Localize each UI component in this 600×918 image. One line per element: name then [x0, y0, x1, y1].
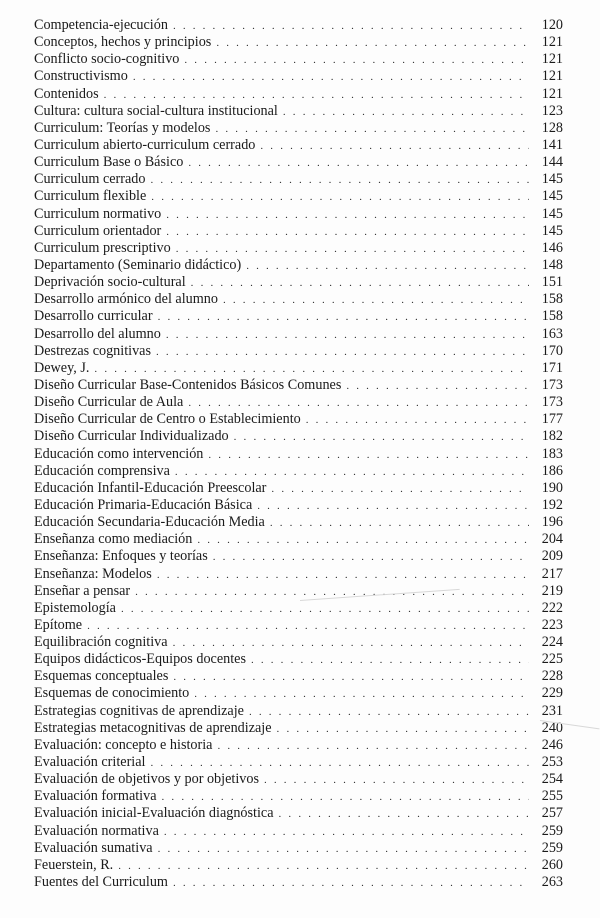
index-entry — [34, 240, 563, 257]
index-term: Contenidos — [34, 85, 99, 102]
dot-leader — [249, 706, 529, 718]
dot-leader — [215, 123, 529, 135]
index-term: Epítome — [34, 616, 83, 633]
index-page-number: 254 — [541, 771, 563, 788]
index-entry — [34, 377, 563, 394]
index-entry — [34, 497, 563, 514]
index-term: Curriculum flexible — [34, 188, 147, 205]
index-entry — [34, 51, 563, 68]
dot-leader — [173, 877, 529, 889]
index-page-number: 151 — [541, 274, 563, 291]
index-term: Evaluación: concepto e historia — [34, 736, 213, 753]
dot-leader — [213, 551, 529, 563]
index-entry — [34, 771, 563, 788]
index-term: Desarrollo curricular — [34, 308, 153, 325]
dot-leader — [264, 774, 529, 786]
index-term: Educación Secundaria-Educación Media — [34, 514, 265, 531]
index-term: Estrategias cognitivas de aprendizaje — [34, 702, 244, 719]
index-term: Diseño Curricular Base-Contenidos Básicos Comunes — [34, 376, 342, 393]
index-term: Diseño Curricular de Centro o Establecimiento — [34, 411, 301, 428]
index-term: Educación como intervención — [34, 445, 204, 462]
index-entry — [34, 154, 563, 171]
index-entry — [34, 788, 563, 805]
dot-leader — [346, 380, 529, 392]
index-term: Esquemas conceptuales — [34, 668, 169, 685]
index-term: Evaluación inicial-Evaluación diagnóstica — [34, 805, 274, 822]
index-page-number: 121 — [541, 51, 563, 68]
index-page-number: 121 — [541, 68, 563, 85]
index-entry — [34, 103, 563, 120]
index-page-number: 253 — [541, 754, 563, 771]
dot-leader — [158, 311, 529, 323]
index-term: Estrategias metacognitivas de aprendizaje — [34, 719, 272, 736]
index-term: Diseño Curricular de Aula — [34, 394, 184, 411]
dot-leader — [279, 808, 529, 820]
index-page-number: 209 — [541, 548, 563, 565]
dot-leader — [104, 89, 529, 101]
index-page-number: 183 — [541, 445, 563, 462]
index-page-number: 158 — [541, 291, 563, 308]
index-page-number: 246 — [541, 736, 563, 753]
index-page-number: 145 — [541, 188, 563, 205]
index-page-number: 217 — [541, 565, 563, 582]
index-entry — [34, 428, 563, 445]
index-page-number: 146 — [541, 239, 563, 256]
index-page-number: 170 — [541, 342, 563, 359]
index-term: Enseñanza: Enfoques y teorías — [34, 548, 208, 565]
dot-leader — [184, 54, 529, 66]
dot-leader — [150, 757, 529, 769]
dot-leader — [194, 688, 529, 700]
index-entry — [34, 394, 563, 411]
index-entry — [34, 651, 563, 668]
dot-leader — [234, 431, 529, 443]
dot-leader — [270, 517, 529, 529]
dot-leader — [188, 157, 529, 169]
dot-leader — [150, 174, 529, 186]
index-page-number: 158 — [541, 308, 563, 325]
dot-leader — [173, 637, 529, 649]
index-page-number: 263 — [541, 874, 563, 891]
index-page-number: 123 — [541, 102, 563, 119]
dot-leader — [151, 191, 529, 203]
index-page-number: 171 — [541, 359, 563, 376]
index-term: Curriculum: Teorías y modelos — [34, 119, 211, 136]
index-term: Cultura: cultura social-cultura institucional — [34, 102, 278, 119]
index-entry — [34, 120, 563, 137]
index-entry — [34, 360, 563, 377]
index-term: Constructivismo — [34, 68, 128, 85]
dot-leader — [166, 329, 529, 341]
dot-leader — [158, 843, 529, 855]
dot-leader — [157, 569, 529, 581]
index-term: Equilibración cognitiva — [34, 634, 168, 651]
dot-leader — [208, 449, 529, 461]
index-term: Feuerstein, R. — [34, 856, 114, 873]
index-page-number: 229 — [541, 685, 563, 702]
index-page-number: 128 — [541, 119, 563, 136]
index-term: Dewey, J. — [34, 359, 90, 376]
index-page-number: 231 — [541, 702, 563, 719]
index-entry — [34, 343, 563, 360]
index-page-number: 222 — [541, 599, 563, 616]
index-term: Curriculum prescriptivo — [34, 239, 171, 256]
dot-leader — [94, 363, 529, 375]
index-page-number: 255 — [541, 788, 563, 805]
index-entry — [34, 840, 563, 857]
index-entry — [34, 188, 563, 205]
dot-leader — [217, 740, 529, 752]
index-entry — [34, 754, 563, 771]
index-page-number: 121 — [541, 34, 563, 51]
index-entry — [34, 86, 563, 103]
index-term: Deprivación socio-cultural — [34, 274, 186, 291]
dot-leader — [166, 226, 529, 238]
dot-leader — [251, 654, 529, 666]
dot-leader — [260, 140, 529, 152]
index-entry — [34, 274, 563, 291]
dot-leader — [246, 260, 529, 272]
index-entry — [34, 326, 563, 343]
index-term: Evaluación sumativa — [34, 839, 153, 856]
index-entry — [34, 257, 563, 274]
index-term: Educación comprensiva — [34, 462, 170, 479]
dot-leader — [176, 243, 529, 255]
index-entry — [34, 171, 563, 188]
index-entry — [34, 823, 563, 840]
index-term: Competencia-ejecución — [34, 17, 168, 33]
index-page-number: 173 — [541, 376, 563, 393]
index-page-number: 121 — [541, 85, 563, 102]
index-entry — [34, 685, 563, 702]
dot-leader — [118, 860, 529, 872]
index-term: Fuentes del Curriculum — [34, 874, 168, 891]
dot-leader — [283, 106, 529, 118]
index-entry — [34, 411, 563, 428]
index-page-number: 259 — [541, 839, 563, 856]
index-term: Curriculum cerrado — [34, 171, 146, 188]
index-page-number: 144 — [541, 154, 563, 171]
index-entry — [34, 137, 563, 154]
index-entry — [34, 566, 563, 583]
index-entry — [34, 223, 563, 240]
index-term: Enseñar a pensar — [34, 582, 131, 599]
index-entry — [34, 583, 563, 600]
index-page-number: 260 — [541, 856, 563, 873]
dot-leader — [197, 534, 529, 546]
dot-leader — [135, 586, 529, 598]
index-entry — [34, 617, 563, 634]
index-page-number: 225 — [541, 651, 563, 668]
dot-leader — [173, 671, 529, 683]
dot-leader — [156, 346, 529, 358]
index-entry — [34, 291, 563, 308]
dot-leader — [166, 209, 529, 221]
index-page-number: 224 — [541, 634, 563, 651]
index-page-number: 182 — [541, 428, 563, 445]
index-page-number: 192 — [541, 496, 563, 513]
index-entry — [34, 857, 563, 874]
index-term: Evaluación normativa — [34, 822, 159, 839]
index-page-number: 204 — [541, 531, 563, 548]
index-term: Equipos didácticos-Equipos docentes — [34, 651, 246, 668]
index-entry — [34, 514, 563, 531]
index-term: Evaluación criterial — [34, 754, 146, 771]
dot-leader — [191, 277, 529, 289]
index-page-number: 259 — [541, 822, 563, 839]
index-term: Curriculum Base o Básico — [34, 154, 184, 171]
index-page-number: 190 — [541, 479, 563, 496]
dot-leader — [121, 603, 529, 615]
index-page-number: 163 — [541, 325, 563, 342]
index-entry — [34, 805, 563, 822]
index-entry — [34, 34, 563, 51]
index-page-number: 141 — [541, 136, 563, 153]
index-entry — [34, 720, 563, 737]
index-term: Evaluación formativa — [34, 788, 157, 805]
index-page-number: 148 — [541, 256, 563, 273]
dot-leader — [271, 483, 529, 495]
index-term: Evaluación de objetivos y por objetivos — [34, 771, 259, 788]
index-page-number: 145 — [541, 205, 563, 222]
index-entry — [34, 206, 563, 223]
index-term: Enseñanza como mediación — [34, 531, 193, 548]
index-term: Enseñanza: Modelos — [34, 565, 152, 582]
index-page-number: 120 — [541, 17, 563, 33]
dot-leader — [306, 414, 529, 426]
index-term: Educación Primaria-Educación Básica — [34, 496, 253, 513]
index-entry — [34, 600, 563, 617]
index-entry — [34, 668, 563, 685]
index-term: Esquemas de conocimiento — [34, 685, 190, 702]
index-entry — [34, 634, 563, 651]
dot-leader — [173, 20, 529, 32]
index-term: Curriculum abierto-curriculum cerrado — [34, 136, 256, 153]
index-entry — [34, 308, 563, 325]
index-term: Diseño Curricular Individualizado — [34, 428, 229, 445]
dot-leader — [257, 500, 529, 512]
index-term: Departamento (Seminario didáctico) — [34, 256, 242, 273]
index-entry — [34, 874, 563, 891]
index-term: Epistemología — [34, 599, 116, 616]
dot-leader — [188, 397, 529, 409]
index-entry — [34, 446, 563, 463]
index-entry — [34, 737, 563, 754]
index-term: Desarrollo armónico del alumno — [34, 291, 218, 308]
index-page-number: 219 — [541, 582, 563, 599]
index-term: Educación Infantil-Educación Preescolar — [34, 479, 267, 496]
index-page-number: 145 — [541, 222, 563, 239]
index-page-number: 257 — [541, 805, 563, 822]
index-term: Curriculum orientador — [34, 222, 162, 239]
index-page-number: 177 — [541, 411, 563, 428]
dot-leader — [87, 620, 529, 632]
index-entry — [34, 703, 563, 720]
index-page-number: 228 — [541, 668, 563, 685]
index-term: Conflicto socio-cognitivo — [34, 51, 180, 68]
dot-leader — [277, 723, 529, 735]
index-entry — [34, 480, 563, 497]
index-term: Conceptos, hechos y principios — [34, 34, 212, 51]
index-entry — [34, 548, 563, 565]
dot-leader — [164, 826, 529, 838]
index-term: Destrezas cognitivas — [34, 342, 152, 359]
dot-leader — [175, 466, 529, 478]
dot-leader — [216, 37, 529, 49]
index-page-number: 145 — [541, 171, 563, 188]
index-page-number: 240 — [541, 719, 563, 736]
index-list — [34, 17, 563, 891]
index-term: Desarrollo del alumno — [34, 325, 161, 342]
index-entry — [34, 17, 563, 34]
index-term: Curriculum normativo — [34, 205, 162, 222]
index-entry — [34, 531, 563, 548]
index-page-number: 223 — [541, 616, 563, 633]
dot-leader — [162, 791, 529, 803]
index-entry — [34, 463, 563, 480]
dot-leader — [133, 71, 529, 83]
index-entry — [34, 68, 563, 85]
dot-leader — [223, 294, 529, 306]
index-page-number: 196 — [541, 514, 563, 531]
index-page-number: 173 — [541, 394, 563, 411]
index-page-number: 186 — [541, 462, 563, 479]
